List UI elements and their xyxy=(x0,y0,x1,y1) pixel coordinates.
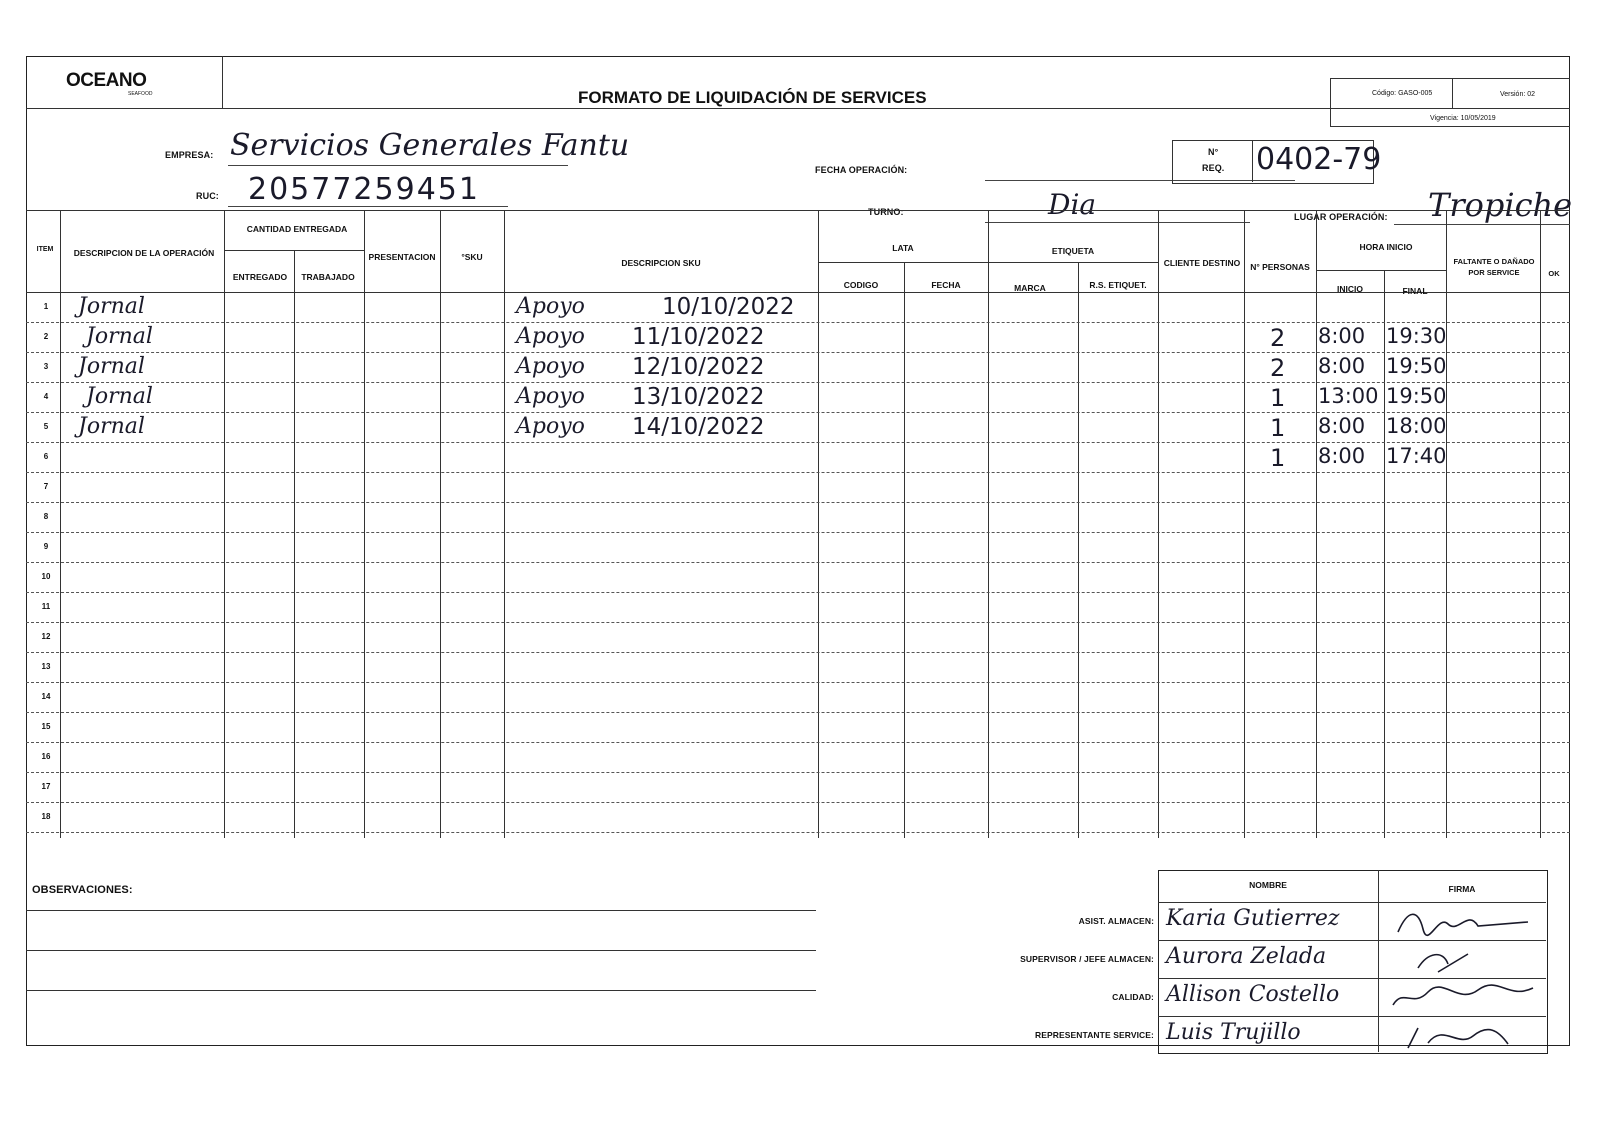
code-divider xyxy=(1330,78,1331,126)
code-top-line xyxy=(1330,78,1570,79)
grid-vline xyxy=(1384,270,1385,838)
col-sku: °SKU xyxy=(461,252,483,262)
col-descripcion: DESCRIPCION DE LA OPERACIÓN xyxy=(73,248,215,258)
signature-scribble xyxy=(1388,1018,1538,1052)
row-item-number: 1 xyxy=(43,302,49,311)
col-etiqueta: ETIQUETA xyxy=(1051,246,1095,256)
row-descripcion: Jornal xyxy=(86,384,153,409)
row-sku-desc: Apoyo xyxy=(516,414,585,439)
row-item-number: 15 xyxy=(41,722,51,731)
row-item-number: 13 xyxy=(41,662,51,671)
row-sku-desc: Apoyo xyxy=(516,324,585,349)
col-cliente-destino: CLIENTE DESTINO xyxy=(1163,258,1241,268)
grid-hline xyxy=(26,592,1570,593)
grid-vline xyxy=(1446,210,1447,838)
grid-hline xyxy=(26,622,1570,623)
row-hora-final: 18:00 xyxy=(1386,414,1447,438)
col-final: FINAL xyxy=(1402,286,1428,296)
grid-hline xyxy=(26,742,1570,743)
version-divider xyxy=(1452,78,1453,108)
row-descripcion: Jornal xyxy=(86,324,153,349)
obs-line-1 xyxy=(26,910,816,911)
signature-role: CALIDAD: xyxy=(1112,992,1154,1002)
row-item-number: 11 xyxy=(41,602,51,611)
empresa-line xyxy=(228,165,568,166)
col-codigo: CODIGO xyxy=(843,280,879,290)
col-fecha: FECHA xyxy=(931,280,961,290)
row-hora-inicio: 8:00 xyxy=(1318,444,1366,468)
row-item-number: 6 xyxy=(43,452,49,461)
col-ok: OK xyxy=(1548,269,1560,278)
nreq-label-2: REQ. xyxy=(1202,163,1225,173)
grid-vline xyxy=(1540,210,1541,838)
code-bottom-line xyxy=(1330,126,1570,127)
turno-value: Dia xyxy=(1048,188,1097,221)
row-personas: 1 xyxy=(1270,384,1286,412)
grid-hline xyxy=(26,772,1570,773)
grid-hline xyxy=(26,442,1570,443)
grid-hline xyxy=(26,412,1570,413)
row-item-number: 12 xyxy=(41,632,51,641)
lugar-line xyxy=(1394,224,1570,225)
signature-scribble xyxy=(1388,942,1538,976)
row-hora-final: 19:50 xyxy=(1386,384,1447,408)
grid-vline xyxy=(60,210,61,838)
sig-line-2 xyxy=(1158,978,1546,979)
col-entregado: ENTREGADO xyxy=(232,272,288,282)
grid-hline xyxy=(26,532,1570,533)
sig-firma-header: FIRMA xyxy=(1448,884,1476,894)
empresa-value: Servicios Generales Fantu xyxy=(230,128,630,163)
row-item-number: 18 xyxy=(41,812,51,821)
grid-hline xyxy=(26,472,1570,473)
nreq-value: 0402-79 xyxy=(1256,142,1382,177)
turno-line xyxy=(985,222,1250,223)
col-faltante: FALTANTE O DAÑADO POR SERVICE xyxy=(1453,257,1535,277)
form-vigencia: Vigencia: 10/05/2019 xyxy=(1430,115,1496,122)
row-descripcion: Jornal xyxy=(78,414,145,439)
row-sku-date: 14/10/2022 xyxy=(632,414,765,440)
form-version: Versión: 02 xyxy=(1500,91,1536,98)
header-divider xyxy=(26,108,1570,109)
signature-name: Karia Gutierrez xyxy=(1166,906,1340,931)
signature-name: Aurora Zelada xyxy=(1166,944,1327,969)
empresa-label: EMPRESA: xyxy=(165,150,214,160)
col-lata: LATA xyxy=(892,243,914,253)
grid-vline xyxy=(504,210,505,838)
row-item-number: 7 xyxy=(43,482,49,491)
ruc-line xyxy=(228,206,508,207)
grid-vline xyxy=(440,210,441,838)
row-hora-inicio: 8:00 xyxy=(1318,354,1366,378)
row-sku-desc: Apoyo xyxy=(516,384,585,409)
signature-role: REPRESENTANTE SERVICE: xyxy=(1034,1030,1154,1040)
observaciones-label: OBSERVACIONES: xyxy=(32,884,133,896)
grid-hline xyxy=(26,832,1570,833)
row-descripcion: Jornal xyxy=(78,294,145,319)
grid-hline xyxy=(26,682,1570,683)
row-personas: 1 xyxy=(1270,444,1286,472)
obs-line-2 xyxy=(26,950,816,951)
company-logo-sub: SEAFOOD xyxy=(128,91,153,97)
signature-role: SUPERVISOR / JEFE ALMACEN: xyxy=(1020,954,1154,964)
col-item: ITEM xyxy=(36,246,54,253)
grid-hline xyxy=(26,352,1570,353)
grid-hline xyxy=(26,652,1570,653)
lugar-operacion-value: Tropiche xyxy=(1428,186,1573,224)
grid-vline xyxy=(224,210,225,838)
grid-vline xyxy=(364,210,365,838)
grid-hline xyxy=(26,562,1570,563)
row-item-number: 8 xyxy=(43,512,49,521)
grid-vline xyxy=(904,262,905,838)
col-inicio: INICIO xyxy=(1337,284,1363,294)
col-descripcion-sku: DESCRIPCION SKU xyxy=(621,258,701,268)
grid-vline xyxy=(294,250,295,838)
row-personas: 2 xyxy=(1270,354,1286,382)
turno-label: TURNO: xyxy=(868,207,904,217)
row-sku-date: 12/10/2022 xyxy=(632,354,765,380)
row-sku-desc: Apoyo xyxy=(516,354,585,379)
row-hora-final: 19:50 xyxy=(1386,354,1447,378)
grid-vline xyxy=(818,210,819,838)
company-logo: OCEANO xyxy=(66,70,147,91)
grid-hline xyxy=(26,502,1570,503)
obs-line-3 xyxy=(26,990,816,991)
row-item-number: 16 xyxy=(41,752,51,761)
grid-hline xyxy=(26,712,1570,713)
row-item-number: 2 xyxy=(43,332,49,341)
row-sku-date: 10/10/2022 xyxy=(662,294,795,320)
row-item-number: 17 xyxy=(41,782,51,791)
row-item-number: 4 xyxy=(43,392,49,401)
signature-name: Allison Costello xyxy=(1166,982,1340,1007)
row-item-number: 14 xyxy=(41,692,51,701)
form-title: FORMATO DE LIQUIDACIÓN DE SERVICES xyxy=(578,88,927,107)
row-hora-inicio: 8:00 xyxy=(1318,414,1366,438)
col-presentacion: PRESENTACION xyxy=(368,252,436,262)
signature-scribble xyxy=(1388,980,1538,1014)
row-hora-inicio: 8:00 xyxy=(1318,324,1366,348)
grid-hline xyxy=(26,322,1570,323)
row-sku-desc: Apoyo xyxy=(516,294,585,319)
row-sku-date: 13/10/2022 xyxy=(632,384,765,410)
nreq-divider xyxy=(1252,140,1253,182)
sig-line-3 xyxy=(1158,1016,1546,1017)
signature-scribble xyxy=(1388,904,1538,938)
grid-vline xyxy=(1078,262,1079,838)
grid-vline xyxy=(1244,210,1245,838)
sig-header-line xyxy=(1158,902,1546,903)
grid-vline xyxy=(1158,210,1159,838)
row-item-number: 3 xyxy=(43,362,49,371)
col-hora: HORA INICIO xyxy=(1359,242,1413,252)
ruc-label: RUC: xyxy=(196,191,219,201)
sig-divider xyxy=(1378,870,1379,1052)
row-hora-final: 17:40 xyxy=(1386,444,1447,468)
col-cantidad: CANTIDAD ENTREGADA xyxy=(246,224,348,234)
grid-hline xyxy=(26,382,1570,383)
grid-hline xyxy=(26,802,1570,803)
row-descripcion: Jornal xyxy=(78,354,145,379)
nreq-label: N° xyxy=(1208,147,1219,157)
row-hora-final: 19:30 xyxy=(1386,324,1447,348)
hora-subline xyxy=(1316,270,1446,271)
signature-role: ASIST. ALMACEN: xyxy=(1078,916,1154,926)
table-top-line xyxy=(26,210,1570,211)
col-rs-etiquet: R.S. ETIQUET. xyxy=(1089,280,1147,290)
grid-vline xyxy=(988,210,989,838)
row-personas: 1 xyxy=(1270,414,1286,442)
col-trabajado: TRABAJADO xyxy=(301,272,355,282)
signature-name: Luis Trujillo xyxy=(1166,1020,1301,1045)
sig-line-1 xyxy=(1158,940,1546,941)
form-code: Código: GASO-005 xyxy=(1372,90,1433,97)
grid-vline xyxy=(1316,210,1317,838)
ruc-value: 20577259451 xyxy=(248,172,480,207)
row-item-number: 5 xyxy=(43,422,49,431)
row-item-number: 10 xyxy=(41,572,51,581)
sig-nombre-header: NOMBRE xyxy=(1249,880,1287,890)
row-sku-date: 11/10/2022 xyxy=(632,324,765,350)
col-personas: N° PERSONAS xyxy=(1250,262,1310,272)
row-personas: 2 xyxy=(1270,324,1286,352)
row-hora-inicio: 13:00 xyxy=(1318,384,1379,408)
fecha-operacion-label: FECHA OPERACIÓN: xyxy=(815,165,908,175)
col-marca: MARCA xyxy=(1014,283,1046,293)
lugar-operacion-label: LUGAR OPERACIÓN: xyxy=(1294,212,1388,222)
logo-divider xyxy=(222,56,223,108)
row-item-number: 9 xyxy=(43,542,49,551)
